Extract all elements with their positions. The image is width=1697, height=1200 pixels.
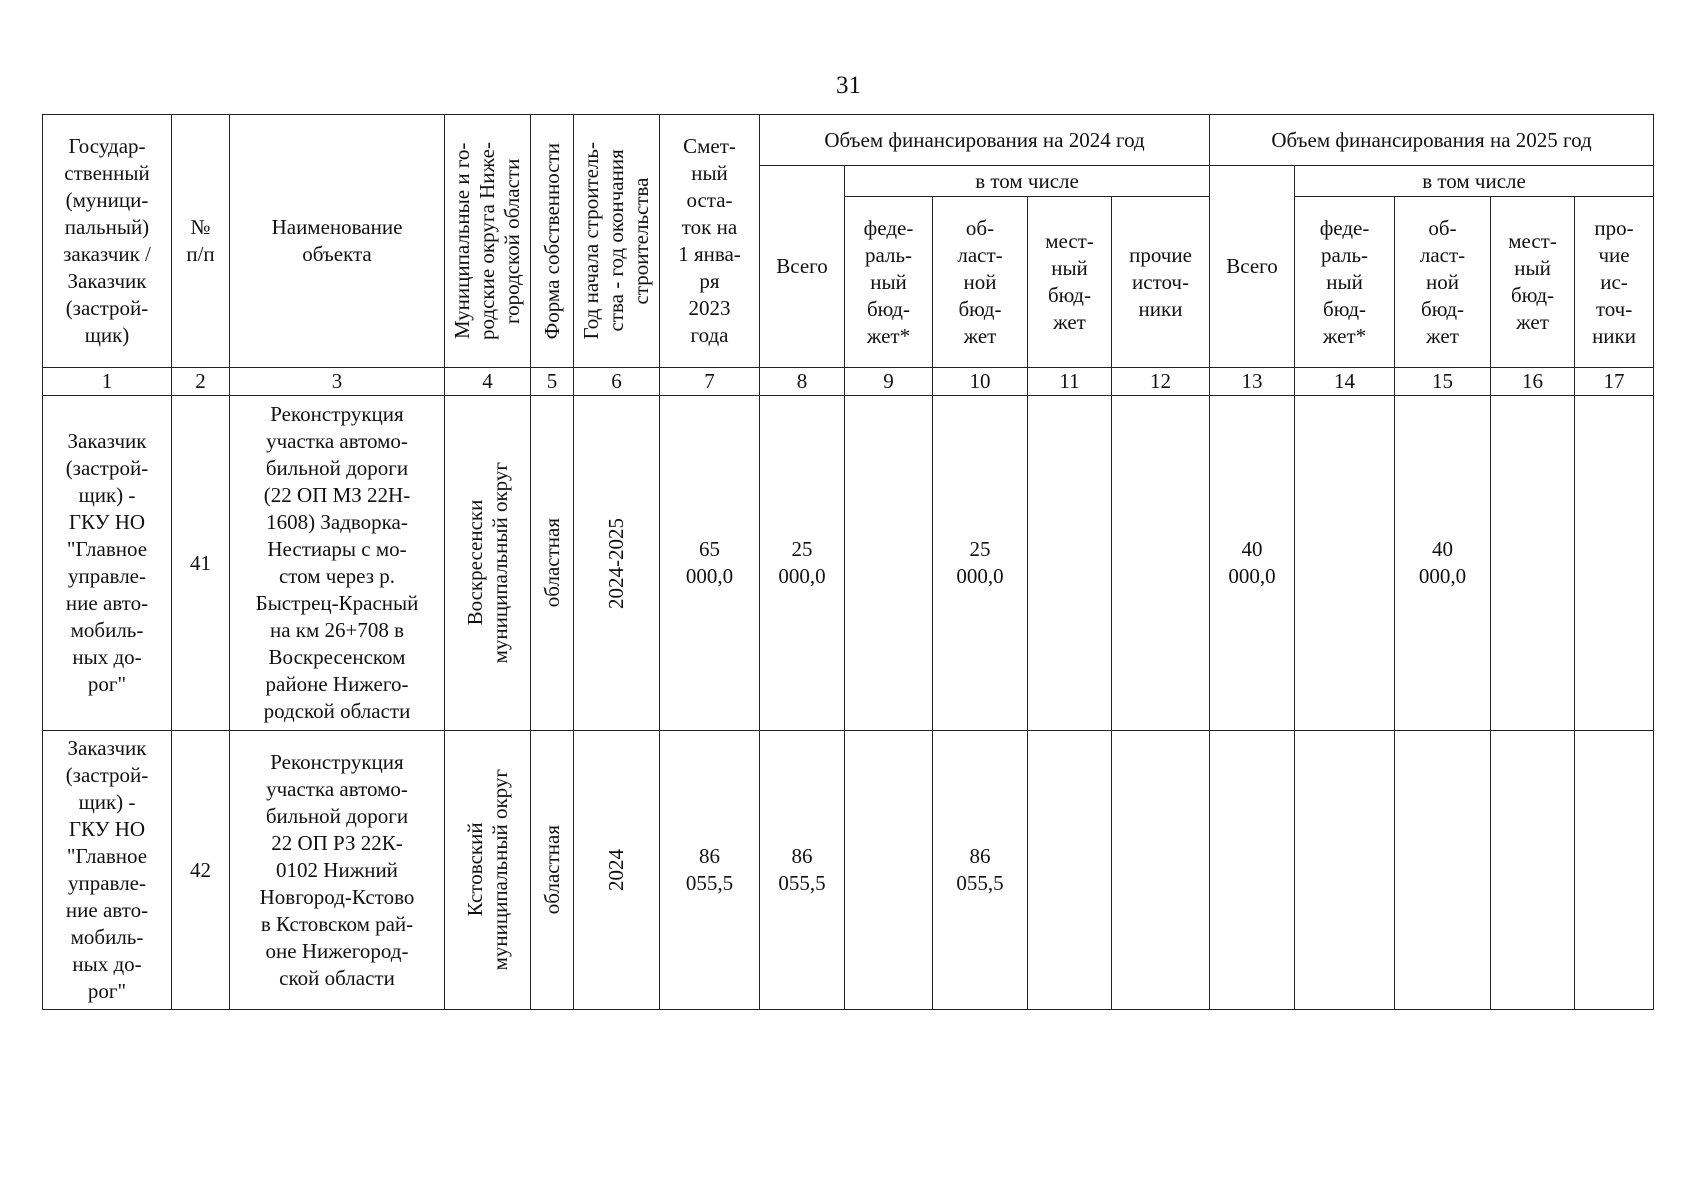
row-local-2025 (1491, 396, 1575, 731)
header-regional-2025: об- ласт- ной бюд- жет (1395, 197, 1491, 368)
row-local-2024 (1028, 396, 1112, 731)
header-federal-2025: феде- раль- ный бюд- жет* (1295, 197, 1395, 368)
row-ownership-text: областная (539, 518, 564, 608)
row-customer: Заказчик (застрой- щик) - ГКУ НО "Главное управле- ние авто- мобиль- ных до- рог" (43, 396, 172, 731)
row-ownership-text: областная (539, 825, 564, 915)
header-customer: Государ- ственный (муници- пальный) заказчик / Заказчик (застрой- щик) (43, 115, 172, 368)
row-regional-2024: 25 000,0 (933, 396, 1028, 731)
header-object-name: Наименование объекта (230, 115, 445, 368)
header-district-text: Муниципальные и го- родские округа Ниже- городской области (450, 142, 524, 340)
column-number: 1 (43, 368, 172, 396)
column-number: 12 (1112, 368, 1210, 396)
header-ownership-text: Форма собственности (539, 142, 564, 340)
header-number: № п/п (172, 115, 230, 368)
row-regional-2025: 40 000,0 (1395, 396, 1491, 731)
header-including-2025: в том числе (1295, 166, 1654, 197)
row-object-name: Реконструкция участка автомо- бильной дороги 22 ОП РЗ 22К- 0102 Нижний Новгород-Кстово в Кстовском рай- оне Нижегород- ской области (230, 731, 445, 1010)
header-local-2025: мест- ный бюд- жет (1491, 197, 1575, 368)
row-balance: 86 055,5 (660, 731, 760, 1010)
column-number: 10 (933, 368, 1028, 396)
row-federal-2024 (845, 396, 933, 731)
row-customer: Заказчик (застрой- щик) - ГКУ НО "Главное управле- ние авто- мобиль- ных до- рог" (43, 731, 172, 1010)
row-district-text: Воскресенски муниципальный округ (462, 462, 512, 664)
row-federal-2025 (1295, 396, 1395, 731)
column-number: 8 (760, 368, 845, 396)
column-number: 2 (172, 368, 230, 396)
row-regional-2025 (1395, 731, 1491, 1010)
row-total-2025: 40 000,0 (1210, 396, 1295, 731)
row-federal-2024 (845, 731, 933, 1010)
header-row-1 (43, 115, 1654, 166)
header-other-2024: прочие источ- ники (1112, 197, 1210, 368)
row-other-2025 (1575, 396, 1654, 731)
header-years (574, 115, 660, 368)
header-including-2024: в том числе (845, 166, 1210, 197)
row-balance: 65 000,0 (660, 396, 760, 731)
row-years (574, 731, 660, 1010)
column-number-row (43, 368, 1654, 396)
header-ownership (531, 115, 574, 368)
column-number: 4 (445, 368, 531, 396)
column-number: 9 (845, 368, 933, 396)
column-number: 5 (531, 368, 574, 396)
column-number: 6 (574, 368, 660, 396)
row-years (574, 396, 660, 731)
column-number: 17 (1575, 368, 1654, 396)
column-number: 16 (1491, 368, 1575, 396)
row-object-name: Реконструкция участка автомо- бильной дороги (22 ОП МЗ 22Н- 1608) Задворка- Нестиары с мо- стом через р. Быстрец-Красный на км 26+708 в Воскресенском районе Нижего- родской области (230, 396, 445, 731)
header-regional-2024: об- ласт- ной бюд- жет (933, 197, 1028, 368)
header-district (445, 115, 531, 368)
column-number: 11 (1028, 368, 1112, 396)
column-number: 13 (1210, 368, 1295, 396)
row-total-2024: 86 055,5 (760, 731, 845, 1010)
row-total-2025 (1210, 731, 1295, 1010)
page-number: 31 (836, 72, 861, 99)
header-federal-2024: феде- раль- ный бюд- жет* (845, 197, 933, 368)
table-row (43, 396, 1654, 731)
header-total-2024: Всего (760, 166, 845, 368)
row-district (445, 396, 531, 731)
row-years-text: 2024-2025 (604, 517, 628, 609)
row-district (445, 731, 531, 1010)
row-regional-2024: 86 055,5 (933, 731, 1028, 1010)
column-number: 14 (1295, 368, 1395, 396)
column-number: 15 (1395, 368, 1491, 396)
header-local-2024: мест- ный бюд- жет (1028, 197, 1112, 368)
header-years-text: Год начала строитель- ства - год окончания строительства (579, 142, 653, 340)
header-other-2025: про- чие ис- точ- ники (1575, 197, 1654, 368)
header-total-2025: Всего (1210, 166, 1295, 368)
row-years-text: 2024 (604, 849, 628, 891)
row-local-2025 (1491, 731, 1575, 1010)
header-group-2024: Объем финансирования на 2024 год (760, 115, 1210, 166)
row-number: 41 (172, 396, 230, 731)
row-ownership (531, 396, 574, 731)
column-number: 3 (230, 368, 445, 396)
row-other-2025 (1575, 731, 1654, 1010)
table-row (43, 731, 1654, 1010)
row-local-2024 (1028, 731, 1112, 1010)
row-total-2024: 25 000,0 (760, 396, 845, 731)
column-number: 7 (660, 368, 760, 396)
header-balance: Смет- ный оста- ток на 1 янва- ря 2023 года (660, 115, 760, 368)
row-other-2024 (1112, 731, 1210, 1010)
financing-table (42, 114, 1654, 1010)
header-group-2025: Объем финансирования на 2025 год (1210, 115, 1654, 166)
row-other-2024 (1112, 396, 1210, 731)
row-number: 42 (172, 731, 230, 1010)
row-district-text: Кстовский муниципальный округ (462, 769, 512, 971)
row-federal-2025 (1295, 731, 1395, 1010)
row-ownership (531, 731, 574, 1010)
